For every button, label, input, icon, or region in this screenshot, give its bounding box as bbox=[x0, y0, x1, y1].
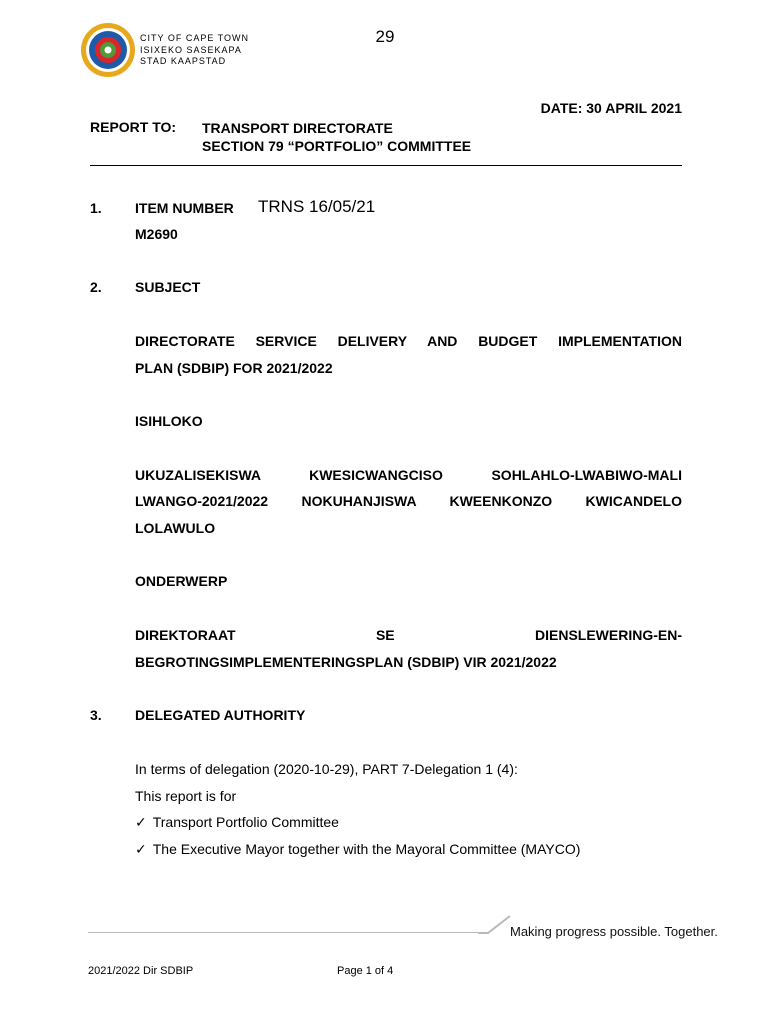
report-to-recipient bbox=[202, 119, 471, 155]
subject-xhosa: LWANGO-2021/2022 NOKUHANJISWA KWEENKONZO KWICANDELO bbox=[135, 493, 682, 509]
section-number: 1. bbox=[90, 200, 102, 216]
footer-divider bbox=[88, 932, 482, 933]
subject-english: PLAN (SDBIP) FOR 2021/2022 bbox=[135, 360, 333, 376]
subject-xhosa-heading: ISIHLOKO bbox=[135, 413, 203, 429]
recipient-line: TRANSPORT DIRECTORATE bbox=[202, 120, 393, 136]
checkmark-icon: ✓ bbox=[135, 814, 147, 830]
section-heading: SUBJECT bbox=[135, 279, 201, 295]
item-number-value: TRNS 16/05/21 bbox=[258, 197, 376, 216]
delegation-text: This report is for bbox=[135, 788, 237, 804]
footer-tagline: Making progress possible. Together. bbox=[510, 924, 718, 939]
list-item bbox=[135, 814, 339, 831]
section-number: 2. bbox=[90, 279, 102, 295]
subject-english: DIRECTORATE SERVICE DELIVERY AND BUDGET IMPLEMENTATION bbox=[135, 333, 682, 349]
city-of-cape-town-crest-icon bbox=[80, 22, 136, 78]
organization-name bbox=[140, 33, 249, 68]
subject-afrikaans-heading: ONDERWERP bbox=[135, 573, 228, 589]
footer-swoosh-icon bbox=[478, 914, 512, 934]
org-name-line: ISIXEKO SASEKAPA bbox=[140, 44, 242, 55]
item-number-label: ITEM NUMBER bbox=[135, 200, 234, 216]
list-item-label: The Executive Mayor together with the Mayoral Committee (MAYCO) bbox=[152, 841, 581, 857]
recipient-line: SECTION 79 “PORTFOLIO” COMMITTEE bbox=[202, 138, 472, 154]
subject-xhosa: LOLAWULO bbox=[135, 520, 216, 536]
subject-afrikaans: DIREKTORAAT SE DIENSLEWERING-EN- bbox=[135, 627, 682, 643]
subject-xhosa: UKUZALISEKISWA KWESICWANGCISO SOHLAHLO-LWABIWO-MALI bbox=[135, 467, 682, 483]
section-heading: DELEGATED AUTHORITY bbox=[135, 707, 306, 723]
section-number: 3. bbox=[90, 707, 102, 723]
list-item-label: Transport Portfolio Committee bbox=[152, 814, 339, 830]
page-number: 29 bbox=[375, 27, 395, 46]
footer-page-count: Page 1 of 4 bbox=[337, 965, 394, 977]
header-divider bbox=[90, 165, 682, 166]
report-to-label: REPORT TO: bbox=[90, 119, 177, 135]
list-item bbox=[135, 841, 580, 858]
org-name-line: STAD KAAPSTAD bbox=[140, 56, 227, 66]
footer-document-name: 2021/2022 Dir SDBIP bbox=[88, 965, 194, 977]
report-date: DATE: 30 APRIL 2021 bbox=[540, 100, 682, 116]
org-name-line: CITY OF CAPE TOWN bbox=[140, 33, 250, 43]
subject-afrikaans: BEGROTINGSIMPLEMENTERINGSPLAN (SDBIP) VIR 2021/2022 bbox=[135, 654, 557, 670]
checkmark-icon: ✓ bbox=[135, 841, 147, 857]
delegation-text: In terms of delegation (2020-10-29), PART 7-Delegation 1 (4): bbox=[135, 761, 518, 777]
item-code: M2690 bbox=[135, 226, 178, 242]
